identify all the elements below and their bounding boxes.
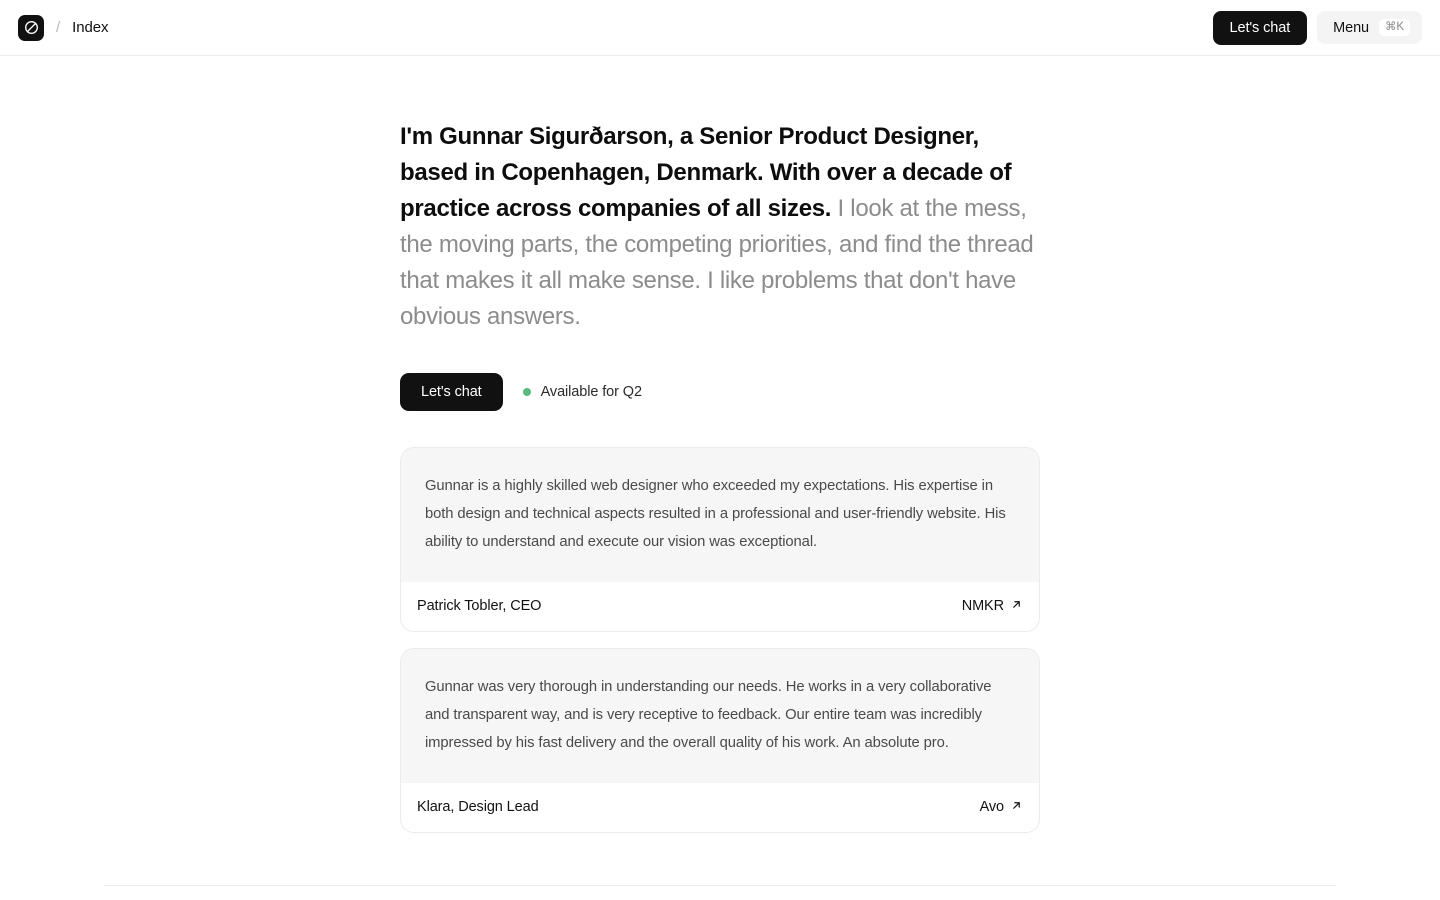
section-divider	[104, 885, 1336, 886]
page-scroll-area[interactable]	[0, 56, 1440, 899]
testimonial-card	[400, 648, 1040, 833]
hero-cta-row	[400, 373, 1040, 411]
availability-status	[523, 384, 642, 400]
testimonial-company-name: Avo	[979, 799, 1004, 815]
arrow-up-right-icon	[1011, 799, 1022, 815]
testimonial-author: Klara, Design Lead	[417, 799, 539, 815]
top-navigation-bar	[0, 0, 1440, 56]
testimonial-company-link[interactable]	[980, 799, 1022, 815]
top-bar-actions	[1213, 11, 1422, 45]
hero-intro-rest: I look at the mess, the moving parts, the competing priorities, and find the thread that makes it all make sense. I like problems that don't have obvious answers.	[400, 195, 1034, 330]
breadcrumb-separator: /	[56, 19, 61, 36]
hero-intro-lead: I'm Gunnar Sigurðarson, a Senior Product Designer, based in Copenhagen, Denmark. With over a decade of practice across companies of all sizes.	[400, 123, 1012, 222]
status-dot-icon	[523, 388, 531, 396]
menu-shortcut-badge: ⌘K	[1379, 19, 1410, 37]
testimonial-quote: Gunnar is a highly skilled web designer who exceeded my expectations. His expertise in both design and technical aspects resulted in a professional and user-friendly website. His ability to understand and execute our vision was exceptional.	[401, 448, 1039, 582]
testimonial-meta	[401, 582, 1039, 631]
testimonial-card	[400, 447, 1040, 632]
testimonial-company-name: NMKR	[961, 598, 1004, 614]
arrow-up-right-icon	[1011, 598, 1022, 614]
menu-button-label: Menu	[1333, 19, 1370, 36]
status-badge: Available for Q2	[540, 384, 642, 400]
breadcrumb	[18, 15, 108, 41]
content-column	[400, 56, 1040, 833]
brand-logo-icon[interactable]	[18, 15, 44, 41]
testimonials-list	[400, 447, 1040, 833]
menu-button[interactable]	[1317, 11, 1422, 45]
testimonial-author: Patrick Tobler, CEO	[417, 598, 542, 614]
testimonial-company-link[interactable]	[962, 598, 1022, 614]
lets-chat-button-header[interactable]: Let's chat	[1213, 11, 1308, 45]
hero-intro-paragraph	[400, 119, 1040, 335]
lets-chat-button-hero[interactable]: Let's chat	[400, 373, 503, 411]
testimonial-meta	[401, 783, 1039, 832]
breadcrumb-item-index[interactable]: Index	[72, 19, 109, 36]
testimonial-quote: Gunnar was very thorough in understanding our needs. He works in a very collaborative and transparent way, and is very receptive to feedback. Our entire team was incredibly impressed by his fast delivery and the overall quality of his work. An absolute pro.	[401, 649, 1039, 783]
